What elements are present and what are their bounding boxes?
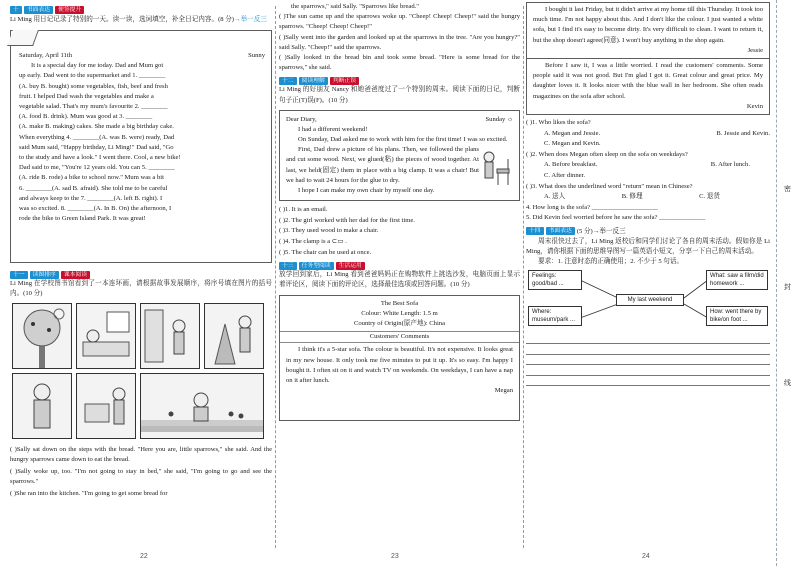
comic-sentence-5: ( )Sally went into the garden and looked up at the sparrows in the tree. "Are you hungry?" said Sally. "Cheep!" said the sparrows. (279, 33, 520, 51)
comic-steps-image (141, 374, 263, 438)
tf-item-4: ( )4. The clamp is a ⊂▭ . (279, 238, 347, 246)
question-4: 4. How long is the sofa? ____________________ (526, 203, 658, 211)
diary-line: (A. ride B. rode) a bike to school now." Mum was a bit (19, 174, 164, 182)
section-11-number: 十一 (10, 271, 28, 279)
comment-kevin-box (526, 59, 770, 115)
comic-sentence-6: ( )Sally looked in the bread bin and took some bread. "Here is some bread for the sparrows," she said. (279, 54, 520, 72)
true-false-items (279, 205, 520, 258)
page-24 (526, 0, 770, 566)
comic-garden-image (205, 304, 263, 368)
diary-line: 6. ________(A. sad B. afraid). She told me to be careful (19, 184, 168, 192)
q2-option-a: A. Before breakfast. (544, 161, 598, 169)
diary-day: Sunday (485, 115, 506, 123)
diary-greeting: Dear Diary, (286, 115, 317, 123)
section-10-number: 十 (10, 6, 22, 14)
question-5: 5. Did Kevin feel worried before he saw the sofa? ______________ (526, 214, 706, 222)
writing-line[interactable] (526, 365, 770, 376)
diary-body-2: On Sunday, Dad asked me to work with him for the first time! I was so excited. (298, 136, 508, 144)
sun-icon: ☼ (506, 115, 513, 123)
page-number-23: 23 (391, 553, 399, 560)
section-12-instruction: Li Ming 的好朋友 Nancy 和她爸爸度过了一个特别的周末。阅读下面的日记，判断句子正(T)误(F)。(10 分) (279, 86, 520, 104)
section-10-badge: 书面表达 (24, 6, 53, 14)
comic-panel-2 (76, 303, 136, 369)
diary-line: said Mum said, "Happy birthday, Li Ming!" Dad said, "Go (19, 143, 174, 151)
section-13-badge2: 生活运用 (336, 262, 365, 270)
diary-text (19, 61, 265, 224)
comment-kevin: Before I saw it, I was a little worried. I read the customers' comments. Some people said it was not good. But I'm glad I got it. Great colour and great price. My daughter loves it. It looks nicer with the blue wall in her bedroom. She often reads magazines on the sofa after school. (533, 62, 763, 100)
diary-line: rode the bike to Green Island Park. It was great! (19, 215, 146, 223)
product-specs: Colour: White Length: 1.5 m (361, 309, 438, 317)
section-14-header (526, 227, 770, 237)
sofa-questions (526, 118, 770, 224)
comment-jessie-box (526, 2, 770, 59)
diary-weather: Sunny (248, 52, 265, 60)
section-13-badge: 任务型阅读 (299, 262, 334, 270)
comic-sentence-3: ( )She ran into the kitchen. "I'm going to get some bread for (10, 490, 168, 498)
product-origin: Country of Origin(原产地): China (353, 320, 446, 328)
section-11-header (10, 271, 272, 279)
comic-kitchen-image (141, 304, 199, 368)
comic-sentence-3-continued: the sparrows," said Sally. "Sparrows like bread." (291, 3, 419, 10)
writing-lines (526, 334, 770, 387)
mind-map-how: How: went there by bike/on foot ... (706, 306, 768, 326)
section-13-number: 十三 (279, 262, 297, 270)
question-3: ( )3. What does the underlined word "return" mean in Chinese? (526, 182, 693, 190)
mind-map-what: What: saw a film/did homework ... (706, 270, 768, 290)
section-11-badge2: 课本阅读 (61, 271, 90, 279)
comment-megan-author: Megan (494, 387, 513, 395)
q1-option-a: A. Megan and Jessie. (544, 129, 601, 137)
section-12-badge2: 判断正误 (330, 77, 359, 85)
mind-map-center: My last weekend (616, 294, 684, 306)
diary-date: Saturday, April 11th (19, 52, 72, 60)
writing-line[interactable] (526, 344, 770, 355)
section-12-badge: 阅读理解 (299, 77, 328, 85)
section-13-instruction: 放学回到家后，Li Ming 看到爸爸妈妈正在购物软件上挑选沙发，电脑页面上显示着评论区，阅读下面的评论区，选择最佳选项或回答问题。(10 分) (279, 271, 520, 289)
writing-line[interactable] (526, 355, 770, 366)
mind-map-where: Where: museum/park ... (528, 306, 582, 326)
comic-panel-1 (12, 303, 72, 369)
comment-megan: I think it's a 5-star sofa. The colour is beautiful. It's not expensive. It looks great in my new house. It only took me five minutes to put it up. It's so easy. I'm happy I bought it. I often sit on it and watch TV on weekends. On weekdays, I can have a nap on it after lunch. (286, 346, 513, 385)
diary-line: fruit. I helped Dad wash the vegetables and make a (19, 92, 154, 100)
comic-strip (10, 303, 272, 441)
diary-line: (A. make B. making) cakes. She made a big birthday cake. (19, 123, 174, 131)
question-3-options (526, 192, 770, 203)
column-divider-2 (523, 6, 524, 548)
section-12-number: 十二 (279, 77, 297, 85)
comic-girl-image (13, 374, 71, 438)
section-11-instruction: Li Ming 在学校图书馆看到了一本连环画，请根据故事发展顺序，将序号填在图片的括号内。(10 分) (10, 280, 272, 298)
column-divider-1 (275, 6, 276, 548)
section-14-requirements: 要求：1. 注意时态的正确使用；2. 不少于 5 句话。 (538, 258, 684, 266)
diary-line: When everything 4. ________(A. was B. were) ready, Dad (19, 133, 175, 141)
comic-bed-image (77, 304, 135, 368)
tf-item-3: ( )3. They used wood to make a chair. (279, 227, 379, 235)
diary-fold-corner (7, 30, 39, 46)
comment-jessie: I bought it last Friday, but it didn't arrive at my home till this Thursday. It took too much time. I'm not happy about this. And I don't like the colour. I just wanted a white sofa, but I find it's easy to become dirty. It's very difficult to clean. I want to return it, but the shop doesn't agree(同意). I won't buy anything in the shop again. (533, 6, 763, 44)
page-number-24: 24 (642, 553, 650, 560)
seal-char-1: 密 (784, 185, 791, 193)
section-14-badge: 书面表达 (546, 227, 575, 235)
q3-option-a: A. 送人 (544, 193, 566, 201)
writing-line[interactable] (526, 376, 770, 387)
section-12-header (279, 77, 520, 85)
comic-tree-image (13, 304, 71, 368)
comic-panel-3 (140, 303, 200, 369)
diary-heading (19, 51, 265, 61)
q2-option-b: B. After lunch. (710, 161, 750, 169)
mind-map-feelings: Feelings: good/bad ... (528, 270, 582, 290)
comic-bread-bin-image (77, 374, 135, 438)
sofa-product-box (279, 295, 520, 421)
tf-item-1: ( )1. It is an email. (279, 206, 328, 214)
diary-body-4: I hope I can make my own chair by myself one day. (298, 187, 435, 195)
question-1: ( )1. Who likes the sofa? (526, 119, 591, 127)
page-22 (10, 0, 272, 566)
q3-option-c: C. 退货 (699, 193, 720, 201)
comments-header: Customers' Comments (280, 331, 519, 343)
chair-family-image (481, 149, 513, 189)
seal-margin (776, 0, 800, 566)
comic-panel-7 (140, 373, 264, 439)
section-10-header (10, 6, 272, 14)
page-number-22: 22 (140, 553, 148, 560)
tf-item-2: ( )2. The girl worked with her dad for the first time. (279, 216, 415, 224)
product-title: The Best Sofa (380, 299, 419, 307)
comment-kevin-author: Kevin (746, 102, 763, 110)
diary-day-wrap (486, 115, 513, 125)
question-2: ( )2. When does Megan often sleep on the sofa on weekdays? (526, 150, 688, 158)
diary-line: It is a special day for me today. Dad and Mum got (31, 62, 164, 70)
section-13-header (279, 262, 520, 270)
seal-char-3: 线 (784, 379, 791, 387)
diary-line: (A. food B. drink). Mum was good at 3. ________ (19, 113, 153, 121)
section-14-number: 十四 (526, 227, 544, 235)
diary-line: Dad said to me, "You're 12 years old. You can 5. ________ (19, 164, 175, 172)
q2-option-c: C. After dinner. (544, 172, 586, 179)
seal-char-2: 封 (784, 283, 791, 291)
section-10-badge2: 便签提升 (55, 6, 84, 14)
diary-line: vegetable salad. That's my mum's favourite 2. ________ (19, 103, 168, 111)
section-14-score: (5 分)→举一反三 (576, 227, 626, 235)
comic-panel-4 (204, 303, 264, 369)
tf-item-5: ( )5. The chair can be used at once. (279, 248, 372, 256)
page-23 (279, 0, 520, 566)
section-10-instruction: Li Ming 用日记记录了特别的一天。读一读，选词填空，补全日记内容。(8 分)→举一反三 (10, 16, 267, 23)
comic-sentence-1: ( )Sally sat down on the steps with the bread. "Here you are, little sparrows," she said. And the hungry sparrows came down to eat the bread. (10, 445, 272, 463)
diary-box (10, 30, 272, 263)
q3-option-b: B. 修理 (621, 193, 643, 201)
section-11-badge: 读图排序 (30, 271, 59, 279)
comic-sentence-2: ( )Sally woke up, too. "I'm not going to stay in bed," she said, "I'm going to go and see the sparrows." (10, 468, 272, 486)
comic-panel-5 (12, 373, 72, 439)
diary-line: up early. Dad went to the supermarket and 1. ________ (19, 72, 166, 80)
comment-jessie-author: Jessie (747, 46, 763, 54)
diary-line: and always keep to the 7. ________(A. left B. right). I (19, 194, 163, 202)
mind-map (526, 270, 770, 330)
nancy-diary-heading (286, 115, 513, 125)
comic-panel-6 (76, 373, 136, 439)
diary-line: to the study and have a look." I went there. Cool, a new bike! (19, 154, 181, 162)
q1-option-c: C. Megan and Kevin. (544, 140, 601, 148)
diary-line: was so excited. 8. ________(A. In B. On) the afternoon, I (19, 205, 172, 213)
question-1-options (526, 129, 770, 140)
nancy-diary-box (279, 110, 520, 201)
writing-line[interactable] (526, 334, 770, 345)
diary-body-3: First, Dad drew a picture of his plans. Then, we followed the plans and cut some wood. Next, we glued(粘) the pieces of wood together. At last, we held(固定) them in place with a big clamp. It was a chair! But we had to wait 24 hours for the glue to dry. (286, 146, 479, 184)
diary-body-1: I had a different weekend! (298, 125, 368, 133)
q1-option-b: B. Jessie and Kevin. (716, 129, 770, 137)
question-2-options (526, 160, 770, 171)
section-14-instruction: 周末很快过去了，Li Ming 返校后和同学们讨论了各自的周末活动。假如你是 Li Ming，请你根据下面的思维导图写一篇英语小短文，分享一下自己的周末活动。 (526, 237, 770, 256)
comic-sentence-4: ( )The sun came up and the sparrows woke up. "Cheep! Cheep! Cheep!" said the hungry sparrows. "Cheep! Cheep! Cheep!" (279, 13, 520, 31)
diary-line: (A. buy B. bought) some vegetables, fish, beef and fresh (19, 82, 168, 90)
